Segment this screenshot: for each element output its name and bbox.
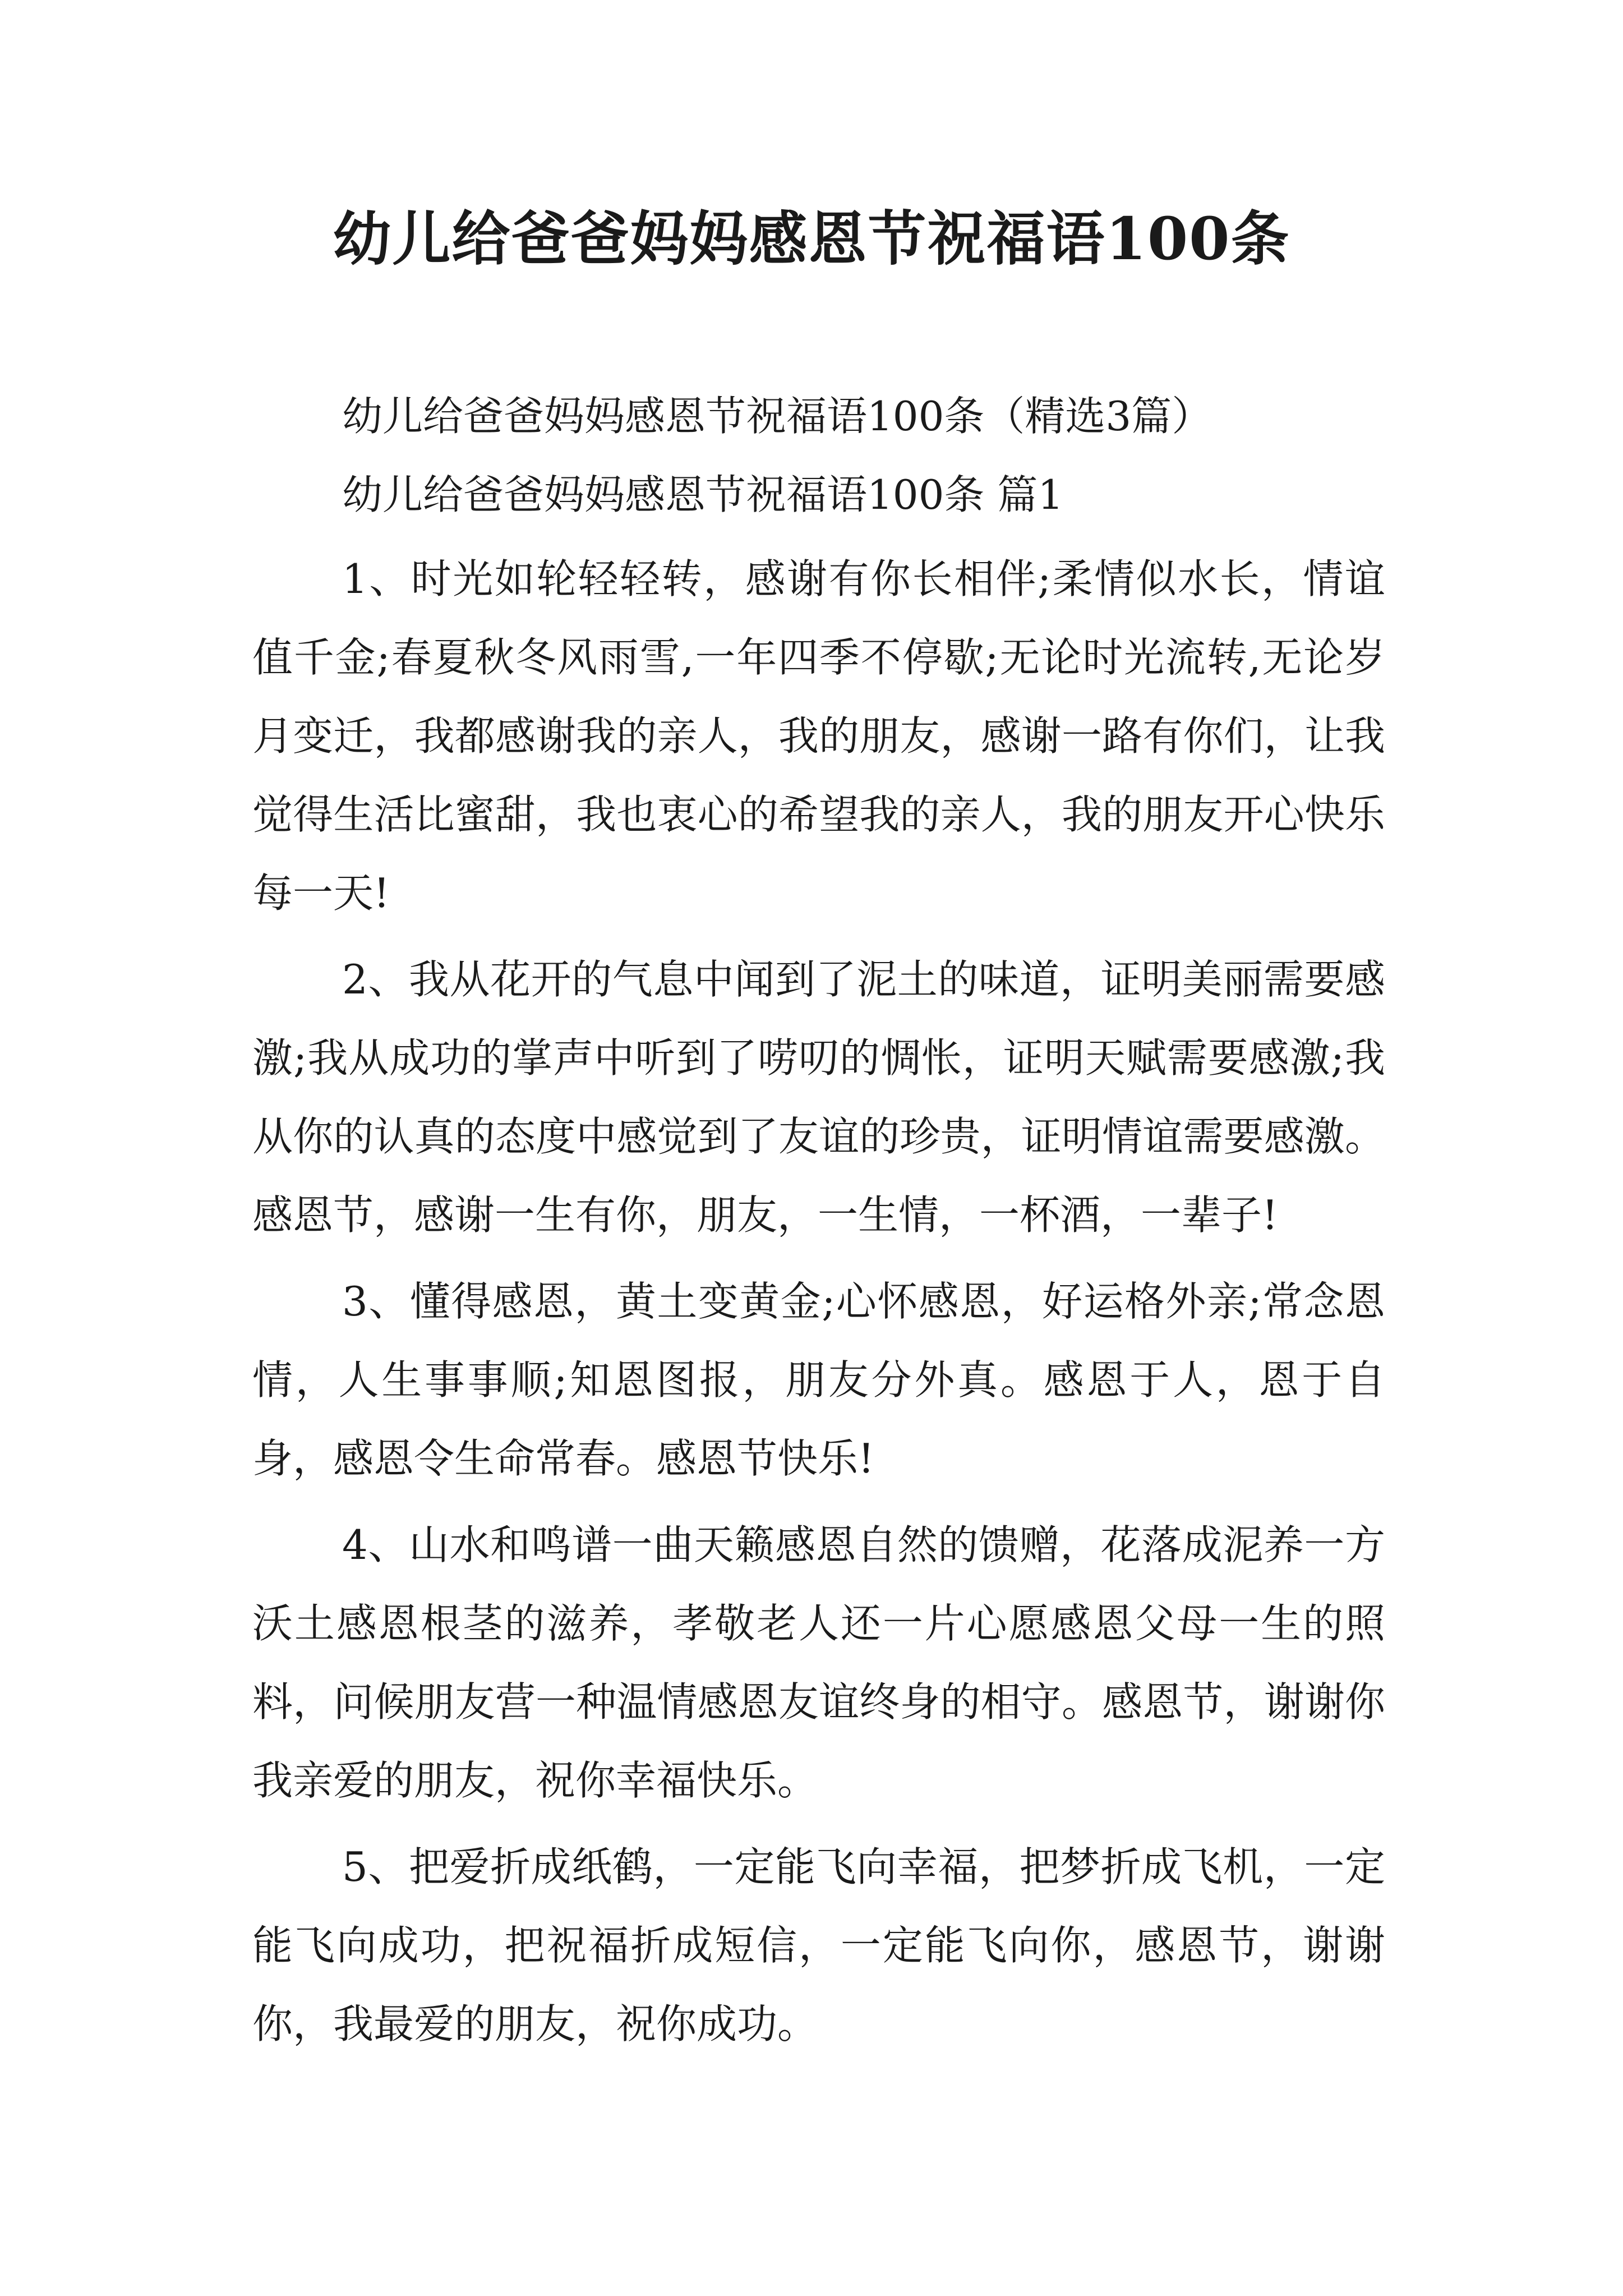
paragraph-3: 3、懂得感恩，黄土变黄金;心怀感恩，好运格外亲;常念恩情，人生事事顺;知恩图报，朋友分外真。感恩于人，恩于自身，感恩令生命常春。感恩节快乐! [252,1278,1385,1482]
document-title: 幼儿给爸爸妈妈感恩节祝福语100条 [333,204,1290,273]
paragraph-2: 2、我从花开的气息中闻到了泥土的味道，证明美丽需要感激;我从成功的掌声中听到了唠叨的惆怅，证明天赋需要感激;我从你的认真的态度中感觉到了友谊的珍贵，证明情谊需要感激。感恩节，感谢一生有你，朋友，一生情，一杯酒，一辈子! [252,956,1385,1239]
collection-heading: 幼儿给爸爸妈妈感恩节祝福语100条（精选3篇） [342,393,1212,440]
section-heading: 幼儿给爸爸妈妈感恩节祝福语100条 篇1 [342,471,1064,518]
paragraph-4: 4、山水和鸣谱一曲天籁感恩自然的馈赠，花落成泥养一方沃土感恩根茎的滋养，孝敬老人还一片心愿感恩父母一生的照料，问候朋友营一种温情感恩友谊终身的相守。感恩节，谢谢你我亲爱的朋友，祝你幸福快乐。 [252,1521,1385,1804]
paragraph-1: 1、时光如轮轻轻转，感谢有你长相伴;柔情似水长，情谊值千金;春夏秋冬风雨雪,一年四季不停歇;无论时光流转,无论岁月变迁，我都感谢我的亲人，我的朋友，感谢一路有你们，让我觉得生活比蜜甜，我也衷心的希望我的亲人，我的朋友开心快乐每一天! [252,555,1385,917]
document-body [252,377,1385,2071]
paragraph-5: 5、把爱折成纸鹤，一定能飞向幸福，把梦折成飞机，一定能飞向成功，把祝福折成短信，一定能飞向你，感恩节，谢谢你，我最爱的朋友，祝你成功。 [252,1843,1385,2047]
